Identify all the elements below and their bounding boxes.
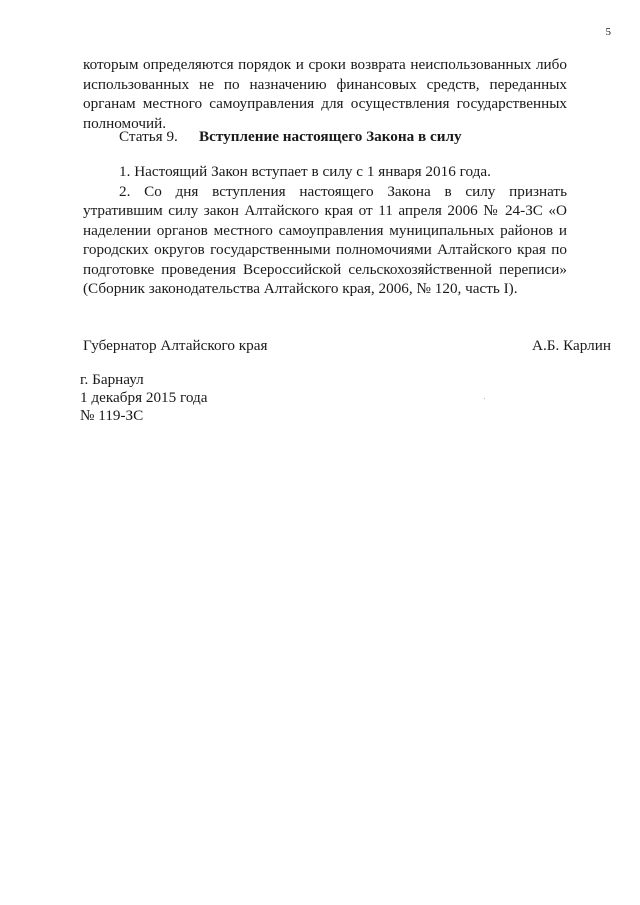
intro-paragraph: которым определяются порядок и сроки возврата неиспользованных либо использованных не по назначению финансовых средств, переданных органам местного самоуправления для осуществления государственных полномочий. xyxy=(83,56,567,132)
article-item-2: 2. Со дня вступления настоящего Закона в силу признать утратившим силу закон Алтайского края от 11 апреля 2006 № 24-ЗС «О наделении органов местного самоуправления муниципальных районов и городских округов государственными полномочиями Алтайского края по подготовке проведения Всероссийской сельскохозяйственной переписи» (Сборник законодательства Алтайского края, 2006, № 120, часть I). xyxy=(83,182,567,297)
article-item-1: 1. Настоящий Закон вступает в силу с 1 января 2016 года. xyxy=(119,163,491,180)
signature-name: А.Б. Карлин xyxy=(532,337,611,354)
adoption-date: 1 декабря 2015 года xyxy=(80,389,208,406)
law-number: № 119-ЗС xyxy=(80,407,144,424)
scan-speck xyxy=(484,398,485,399)
article-number: Статья 9. xyxy=(119,128,178,145)
place-date-block xyxy=(80,371,208,425)
signature-position: Губернатор Алтайского края xyxy=(83,337,268,354)
article-title: Вступление настоящего Закона в силу xyxy=(199,128,462,145)
city: г. Барнаул xyxy=(80,371,144,388)
article-heading xyxy=(119,127,462,147)
page-number: 5 xyxy=(605,26,611,38)
